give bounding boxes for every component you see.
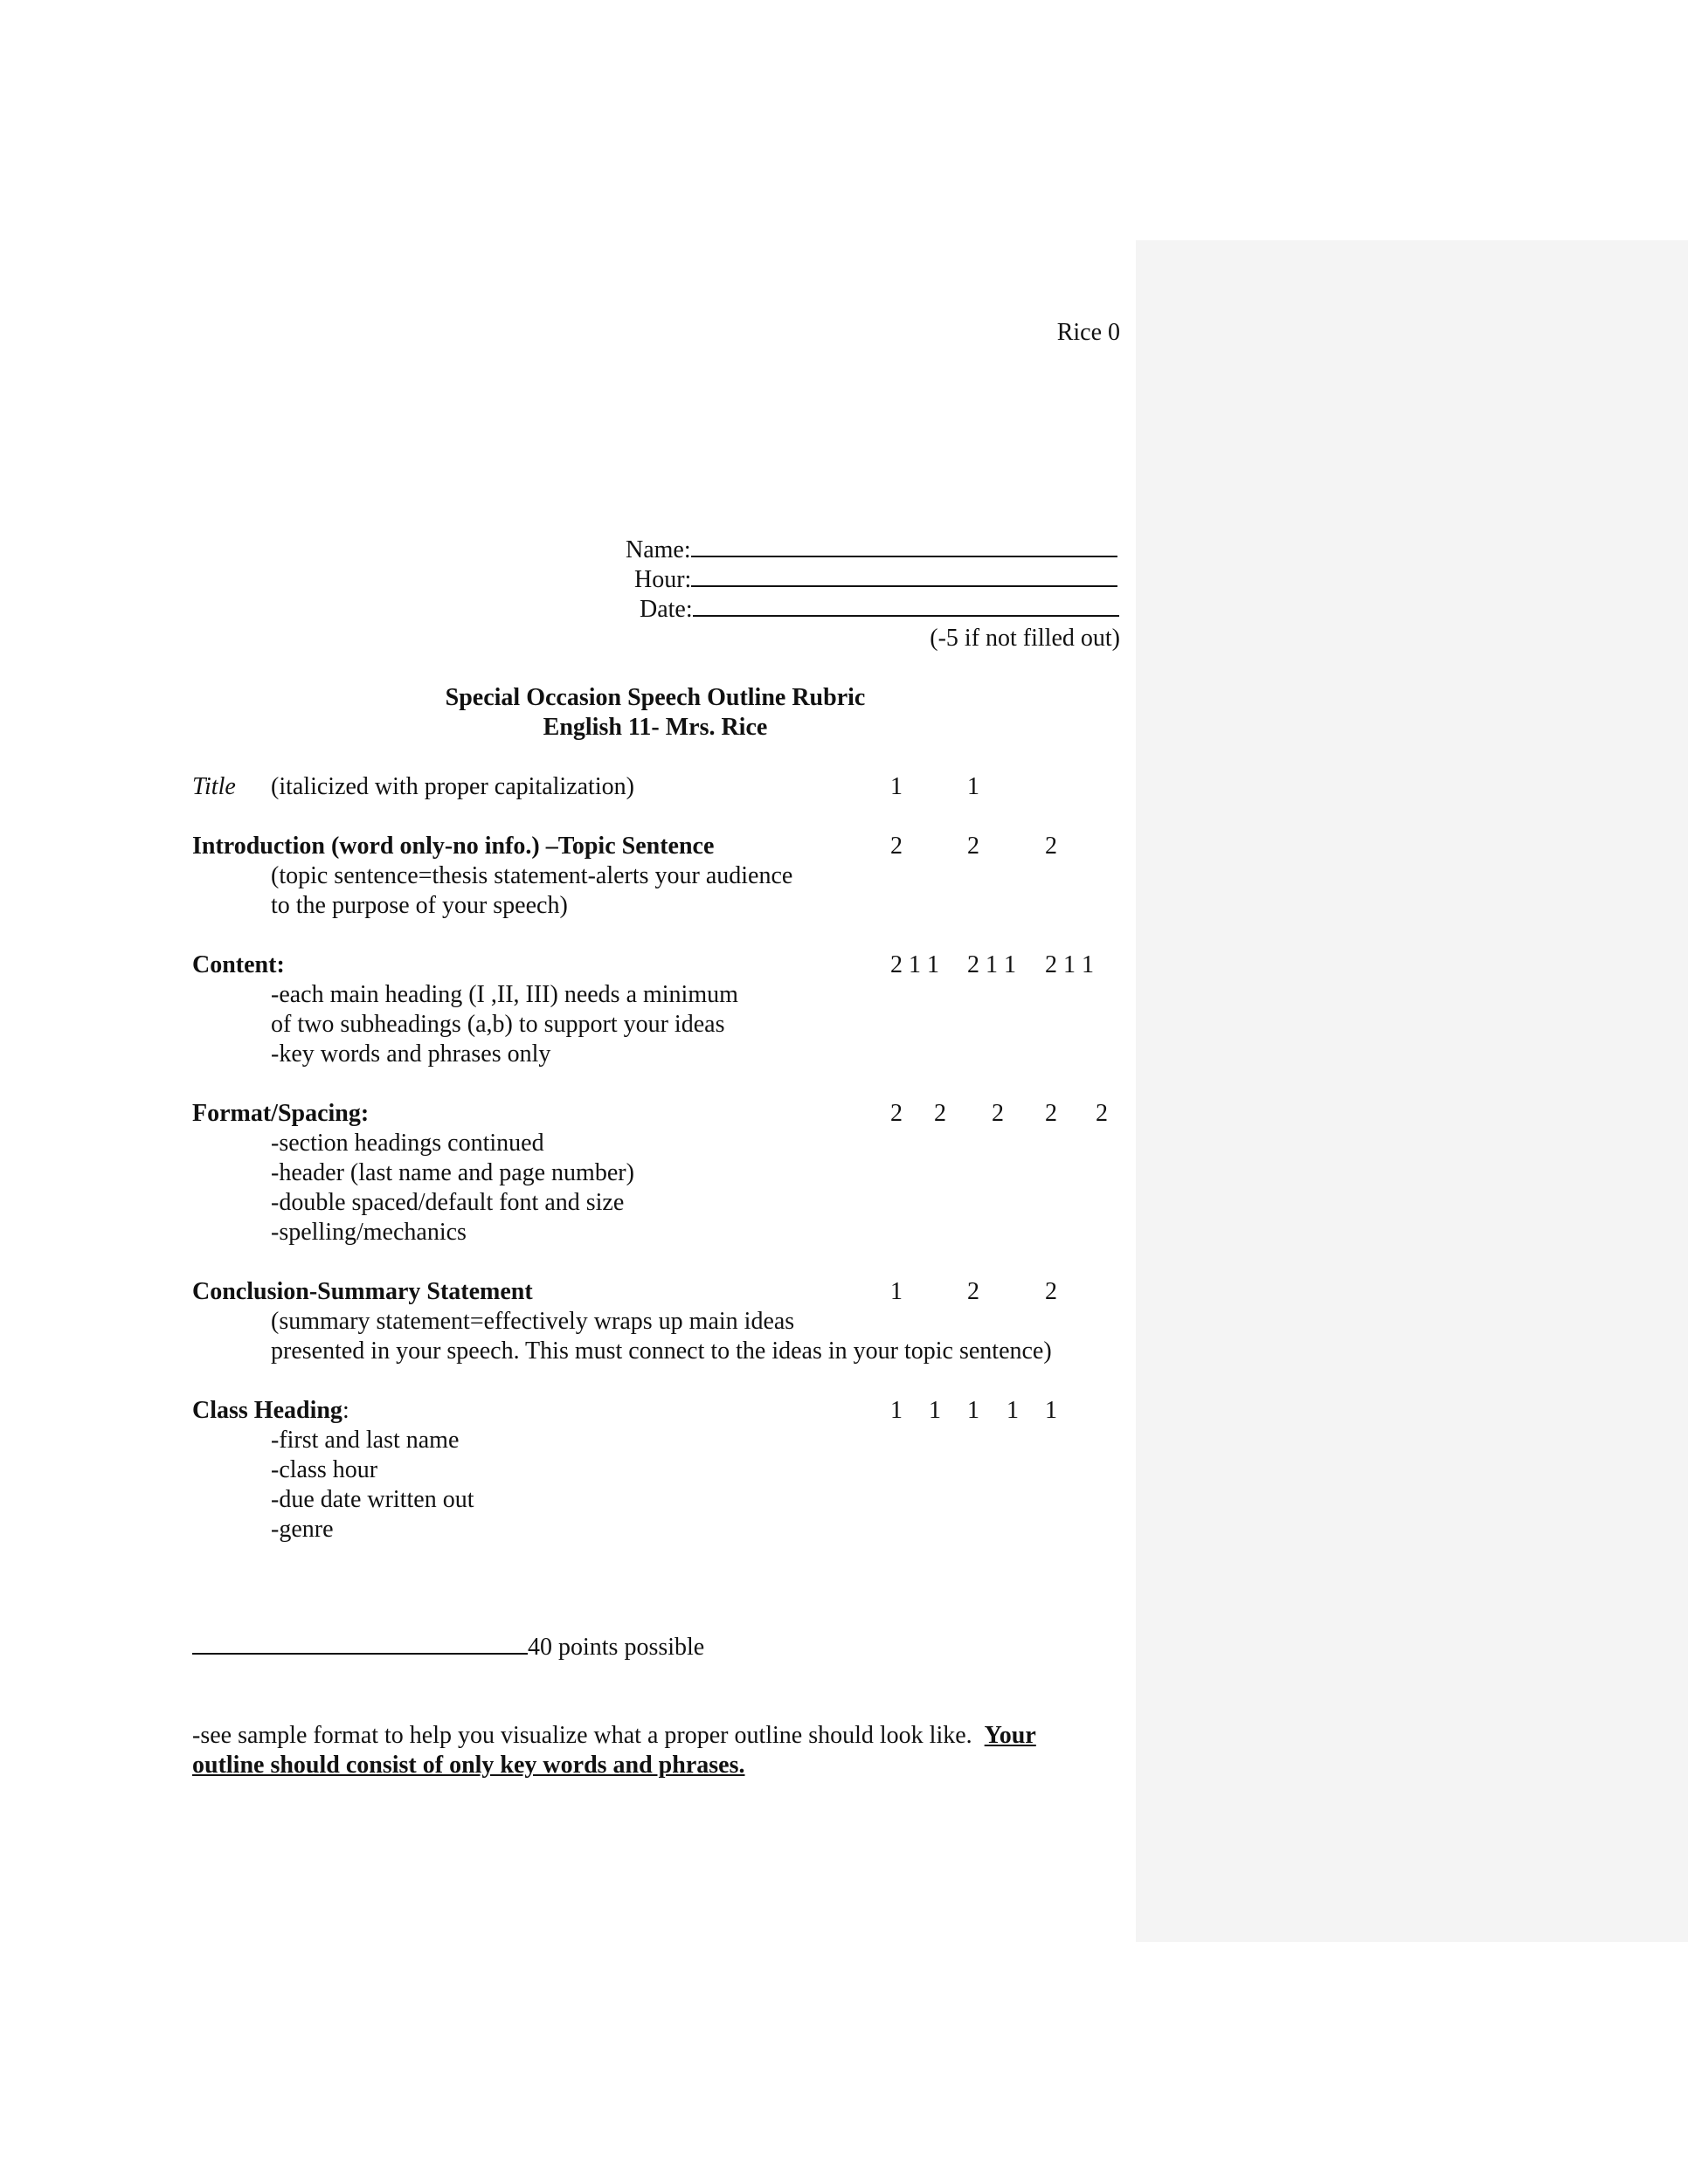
score-value: 1: [1007, 1397, 1019, 1424]
score-value: 1: [1045, 1397, 1057, 1424]
criterion-heading: Format/Spacing:: [192, 1100, 370, 1127]
criterion-heading: Introduction (word only-no info.) –Topic Sentence: [192, 833, 715, 860]
score-value: 2: [890, 1100, 903, 1127]
criterion-detail: -double spaced/default font and size: [271, 1189, 625, 1216]
score-value: 2 1 1: [890, 951, 939, 978]
date-field-line[interactable]: [693, 594, 1119, 617]
hour-label: Hour:: [634, 566, 692, 593]
date-label: Date:: [640, 596, 693, 623]
footer-note-text: -see sample format to help you visualize what a proper outline should look like.: [192, 1722, 972, 1749]
score-value: 2: [1045, 833, 1057, 860]
criterion-detail: -header (last name and page number): [271, 1159, 634, 1186]
criterion-heading: Conclusion-Summary Statement: [192, 1278, 533, 1305]
fields-penalty-note: (-5 if not filled out): [930, 625, 1120, 652]
name-label: Name:: [626, 536, 691, 563]
criterion-heading: Content:: [192, 951, 285, 978]
total-row: [192, 1632, 704, 1662]
criterion-detail: -genre: [271, 1516, 334, 1543]
score-value: 2 1 1: [1045, 951, 1094, 978]
criterion-detail: -class hour: [271, 1456, 378, 1483]
score-value: 1: [890, 1397, 903, 1424]
score-value: 2: [992, 1100, 1004, 1127]
score-value: 1: [929, 1397, 941, 1424]
score-value: 1: [967, 1397, 979, 1424]
criterion-detail: -due date written out: [271, 1486, 474, 1513]
criterion-heading: Title: [192, 773, 236, 800]
criterion-detail: (summary statement=effectively wraps up main ideas: [271, 1308, 795, 1335]
criterion-inline-note: (italicized with proper capitalization): [271, 773, 634, 800]
score-value: 2: [890, 833, 903, 860]
rubric-subtitle: English 11- Mrs. Rice: [543, 714, 768, 741]
criterion-detail: -section headings continued: [271, 1130, 544, 1157]
comment-pane: [1136, 240, 1688, 1942]
score-value: 2: [967, 1278, 979, 1305]
score-value: 2: [1045, 1100, 1057, 1127]
footer-note-line1: [192, 1721, 1036, 1751]
hour-field-row: [634, 564, 1117, 595]
footer-note-emphasis-line2: outline should consist of only key words and phrases.: [192, 1752, 745, 1779]
rubric-title: Special Occasion Speech Outline Rubric: [445, 684, 866, 711]
criterion-detail: of two subheadings (a,b) to support your ideas: [271, 1011, 725, 1038]
score-value: 1: [890, 1278, 903, 1305]
criterion-detail: -each main heading (I ,II, III) needs a minimum: [271, 981, 738, 1008]
score-value: 1: [967, 773, 979, 800]
name-field-row: [626, 535, 1117, 565]
score-value: 2: [934, 1100, 946, 1127]
score-value: 1: [890, 773, 903, 800]
score-value: 2 1 1: [967, 951, 1016, 978]
total-label: 40 points possible: [528, 1634, 705, 1661]
name-field-line[interactable]: [691, 535, 1117, 557]
total-score-line[interactable]: [192, 1632, 528, 1655]
criterion-detail: -key words and phrases only: [271, 1040, 551, 1068]
criterion-detail: -spelling/mechanics: [271, 1219, 467, 1246]
criterion-heading: Class Heading: [192, 1397, 342, 1424]
criterion-detail: presented in your speech. This must connect to the ideas in your topic sentence): [271, 1337, 1052, 1365]
criterion-detail: -first and last name: [271, 1427, 460, 1454]
hour-field-line[interactable]: [691, 564, 1117, 587]
score-value: 2: [967, 833, 979, 860]
date-field-row: [640, 594, 1119, 625]
score-value: 2: [1045, 1278, 1057, 1305]
criterion-detail: (topic sentence=thesis statement-alerts your audience: [271, 862, 793, 889]
running-head: Rice 0: [1056, 319, 1120, 346]
score-value: 2: [1096, 1100, 1108, 1127]
criterion-detail: to the purpose of your speech): [271, 892, 568, 919]
criterion-heading-suffix: :: [342, 1397, 349, 1424]
criterion-heading-row: [192, 1396, 349, 1426]
footer-note-emphasis: Your: [984, 1722, 1036, 1749]
